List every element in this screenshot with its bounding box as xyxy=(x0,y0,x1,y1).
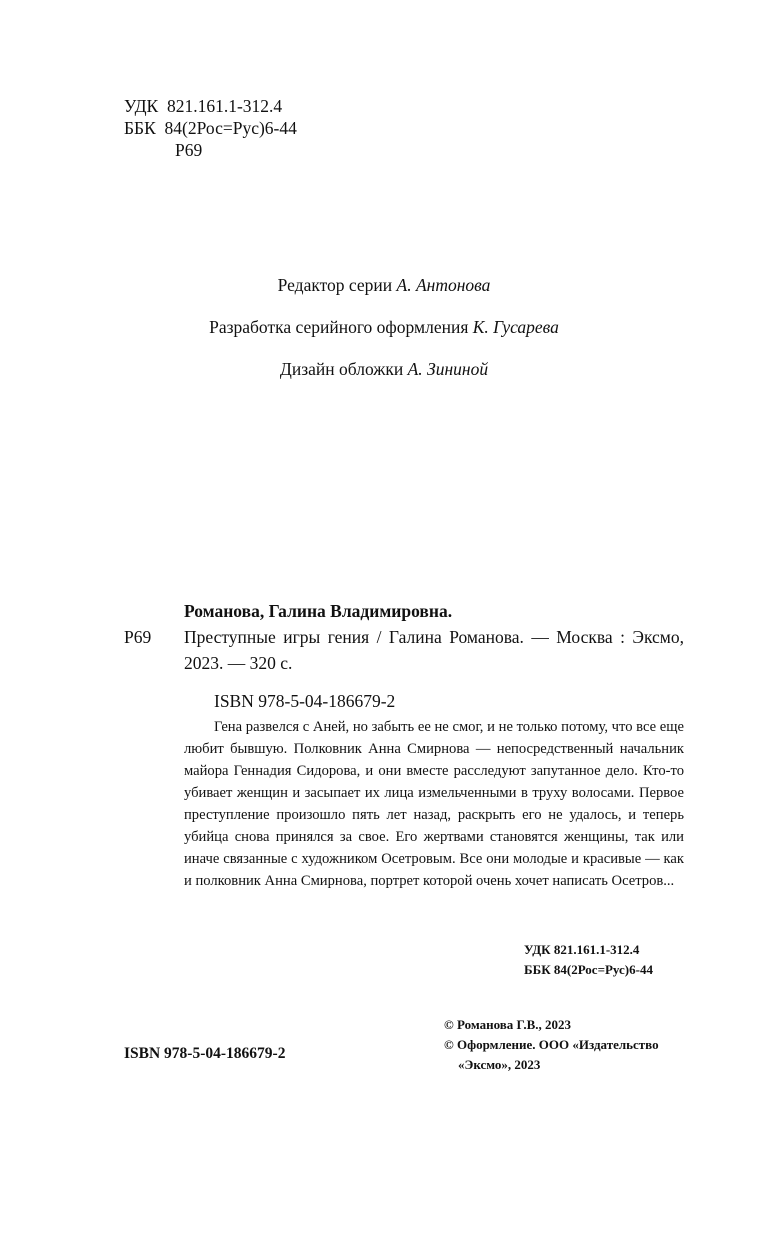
annotation-text: Гена развелся с Аней, но забыть ее не смог, и не только потому, что все еще любит бывшую. Полковник Анна Смирнова — непосредственный начальник майора Геннадия Сидорова, и они вместе расследуют запутанное дело. Кто-то убивает женщин и засыпает их лица измельченными в труху волосами. Первое преступление произошло пять лет назад, раскрыть его не удалось, и теперь убийца снова принялся за свое. Его жертвами становятся женщины, так или иначе связанные с художником Осетровым. Все они молодые и красивые — как и полковник Анна Смирнова, портрет которой очень хочет написать Осетров... xyxy=(184,719,684,889)
udk-code: УДК 821.161.1-312.4 xyxy=(124,96,283,116)
author-mark: Р69 xyxy=(175,139,203,160)
credits xyxy=(0,272,768,398)
bibliographic-record xyxy=(124,598,684,714)
classification-codes xyxy=(124,96,297,162)
footer-bbk: ББК 84(2Рос=Рус)6-44 xyxy=(524,962,653,977)
copyright-publisher: «Эксмо», 2023 xyxy=(458,1057,541,1072)
bbk-code: ББК 84(2Рос=Рус)6-44 xyxy=(124,117,297,138)
copyright-block xyxy=(444,1015,659,1075)
bib-code: Р69 xyxy=(124,627,152,647)
series-design-name: К. Гусарева xyxy=(472,317,559,337)
series-design-line xyxy=(0,314,768,356)
cover-design-label: Дизайн обложки xyxy=(279,359,404,379)
footer-isbn: ISBN 978-5-04-186679-2 xyxy=(124,1045,286,1062)
book-title-line: Преступные игры гения / Галина Романова. — Москва : Эксмо, 2023. — 320 с. xyxy=(184,627,684,673)
footer-udk: УДК 821.161.1-312.4 xyxy=(524,942,640,957)
bib-title-row xyxy=(124,624,684,676)
bib-isbn: ISBN 978-5-04-186679-2 xyxy=(214,691,396,711)
cover-design-name: А. Зининой xyxy=(407,359,489,379)
copyright-design: © Оформление. ООО «Издательство xyxy=(444,1037,659,1052)
series-editor-line xyxy=(0,272,768,314)
series-design-label: Разработка серийного оформления xyxy=(209,317,469,337)
series-editor-name: А. Антонова xyxy=(396,275,491,295)
series-editor-label: Редактор серии xyxy=(277,275,393,295)
cover-design-line xyxy=(0,356,768,398)
book-author: Романова, Галина Владимировна. xyxy=(184,601,453,621)
copyright-author: © Романова Г.В., 2023 xyxy=(444,1017,572,1032)
footer-codes xyxy=(524,940,653,980)
